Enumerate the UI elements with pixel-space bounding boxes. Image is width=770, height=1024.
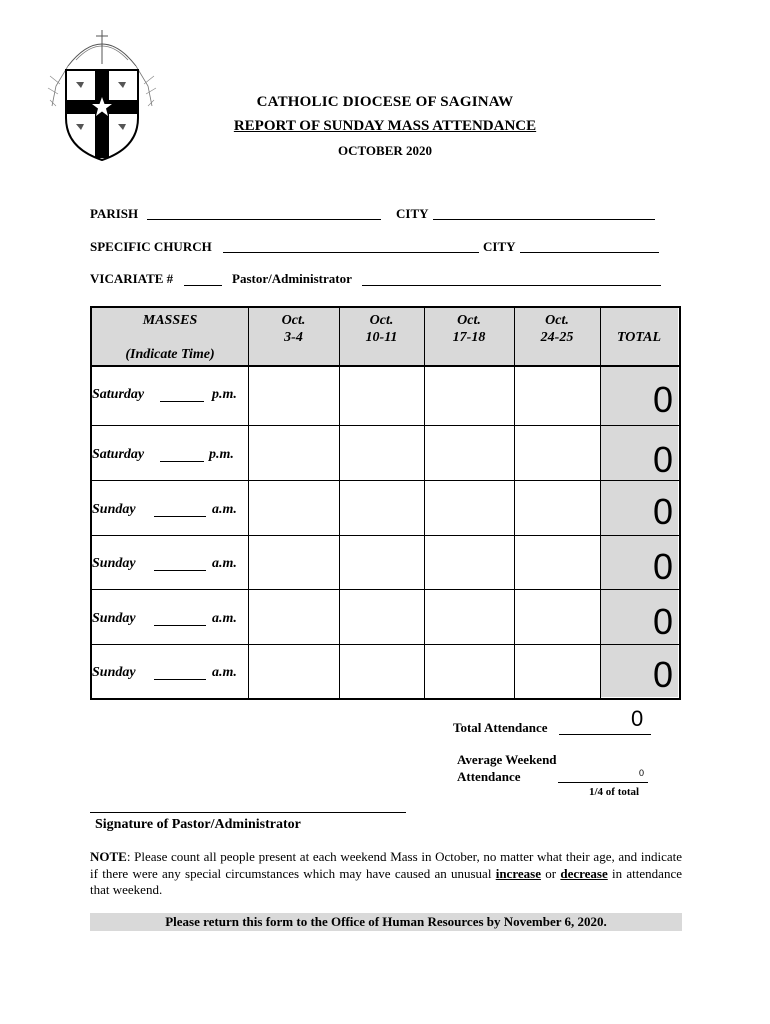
specific-church-label: SPECIFIC CHURCH <box>90 239 212 254</box>
indicate-time-header: (Indicate Time) <box>125 347 215 362</box>
row-total-value: 0 <box>652 491 673 532</box>
note-paragraph: NOTE: Please count all people present at each weekend Mass in October, no matter what their age, and indicate if there were any special circumstances which may have caused an unusual increase or decrease in attendance that weekend. <box>90 849 682 897</box>
return-notice: Please return this form to the Office of Human Resources by November 6, 2020. <box>90 913 682 931</box>
row-total-value: 0 <box>652 439 673 480</box>
row-total-value: 0 <box>652 379 673 420</box>
report-month: OCTOBER 2020 <box>337 143 433 158</box>
total-attendance-value: 0 <box>631 706 644 731</box>
total-attendance-field[interactable] <box>559 734 651 735</box>
row-total-value: 0 <box>652 654 673 695</box>
signature-field[interactable] <box>90 812 406 813</box>
total-header: TOTAL <box>616 330 662 345</box>
average-attendance-value: 0 <box>639 768 645 778</box>
pastor-field[interactable] <box>362 285 661 286</box>
total-attendance-label: Total Attendance <box>453 720 548 735</box>
week-header-4: Oct. 24-25 <box>540 313 574 345</box>
church-city-label: CITY <box>483 239 516 254</box>
masses-header: MASSES <box>142 313 198 328</box>
week-header-3: Oct. 17-18 <box>452 313 486 345</box>
parish-label: PARISH <box>90 206 139 221</box>
vicariate-field[interactable] <box>184 285 222 286</box>
week-header-1: Oct. 3-4 <box>281 313 306 345</box>
attendance-label: Attendance <box>457 769 521 784</box>
pastor-label: Pastor/Administrator <box>232 271 352 286</box>
row-total-value: 0 <box>652 601 673 642</box>
week-header-2: Oct. 10-11 <box>365 313 398 345</box>
city-label: CITY <box>396 206 429 221</box>
average-weekend-label: Average Weekend <box>457 752 557 767</box>
attendance-table: MASSES (Indicate Time) Oct. 3-4 Oct. 10-11 Oct. 17-18 Oct. 24-25 TOTAL Saturday p.m. 0 Saturday p.m. 0 Sunday a.m. 0 Sunday a.m. 0 Sunday a.m. 0 Sunday a.m. 0 <box>90 306 681 700</box>
specific-church-field[interactable] <box>223 252 479 253</box>
diocese-title: CATHOLIC DIOCESE OF SAGINAW <box>256 94 514 110</box>
row-total-value: 0 <box>652 546 673 587</box>
vicariate-label: VICARIATE # <box>90 271 174 286</box>
church-city-field[interactable] <box>520 252 659 253</box>
parish-field[interactable] <box>147 219 381 220</box>
average-note: 1/4 of total <box>589 786 640 798</box>
signature-label: Signature of Pastor/Administrator <box>95 817 301 832</box>
report-title: REPORT OF SUNDAY MASS ATTENDANCE <box>233 118 537 134</box>
city-field[interactable] <box>433 219 655 220</box>
average-attendance-field[interactable] <box>558 782 648 783</box>
